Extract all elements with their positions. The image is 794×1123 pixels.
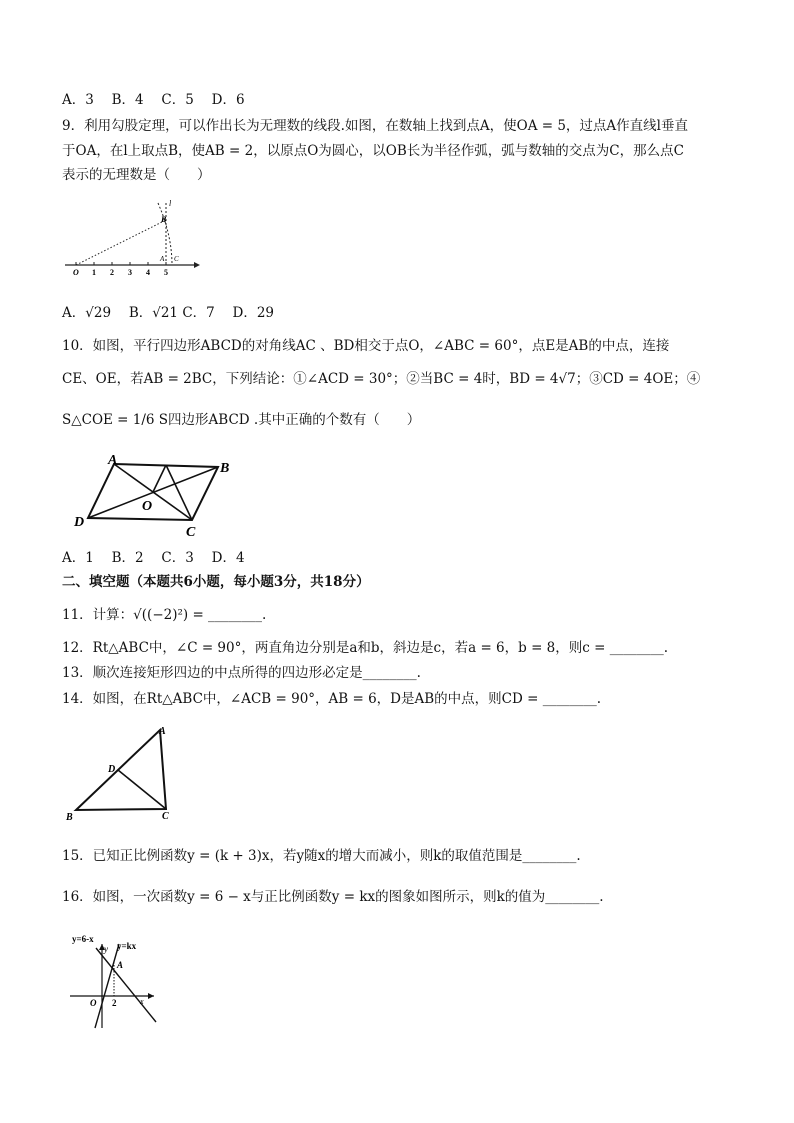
- q10-label-D: D: [74, 515, 85, 530]
- q8-options: A．3 B．4 C．5 D．6: [62, 92, 245, 108]
- q14-text: 14．如图，在Rt△ABC中，∠ACB = 90°，AB = 6，D是AB的中点，则CD = ________.: [62, 691, 602, 707]
- q9-label-O: O: [73, 268, 79, 277]
- q10-parallelogram-figure: [68, 448, 243, 543]
- q9-label-A: A: [160, 255, 165, 263]
- q9-label-C: C: [174, 255, 179, 263]
- q9-label-5: 5: [164, 268, 168, 277]
- q9-line1: 9．利用勾股定理，可以作出长为无理数的线段.如图，在数轴上找到点A，使OA = 5，过点A作直线l垂直: [62, 118, 688, 134]
- q16-label-line2: y=kx: [117, 941, 137, 951]
- q14-triangle-figure: [62, 722, 182, 824]
- section2-title: 二、填空题（本题共6小题，每小题3分，共18分）: [62, 574, 370, 590]
- q9-label-l: l: [169, 199, 172, 208]
- q11-text: 11．计算：√((−2)²) = ________.: [62, 607, 267, 623]
- q10-line2: CE、OE，若AB = 2BC，下列结论：①∠ACD = 30°；②当BC = 4时，BD = 4√7；③CD = 4OE；④: [62, 371, 701, 387]
- q9-options: A．√29 B．√21 C．7 D．29: [62, 305, 275, 321]
- q10-label-O: O: [142, 499, 153, 514]
- q10-line1: 10．如图，平行四边形ABCD的对角线AC 、BD相交于点O，∠ABC = 60°，点E是AB的中点，连接: [62, 338, 670, 354]
- q12-text: 12．Rt△ABC中，∠C = 90°，两直角边分别是a和b，斜边是c，若a = 6，b = 8，则c = ________.: [62, 640, 669, 656]
- q10-label-A: A: [108, 453, 118, 468]
- q10-label-B: B: [220, 461, 230, 476]
- q16-function-graph-figure: [68, 930, 168, 1032]
- q9-line3: 表示的无理数是（ ）: [62, 167, 211, 183]
- q10-options: A．1 B．2 C．3 D．4: [62, 550, 245, 566]
- q13-text: 13．顺次连接矩形四边的中点所得的四边形必定是________.: [62, 665, 421, 681]
- q9-label-1: 1: [92, 268, 96, 277]
- q16-label-x: x: [140, 997, 144, 1006]
- q10-line3: S△COE = 1/6 S四边形ABCD .其中正确的个数有（ ）: [62, 412, 421, 428]
- q9-number-line-figure: [60, 195, 200, 280]
- q9-label-4: 4: [146, 268, 150, 277]
- q16-text: 16．如图，一次函数y = 6 − x与正比例函数y = kx的图象如图所示，则k的值为________.: [62, 889, 604, 905]
- q16-label-2: 2: [112, 998, 117, 1008]
- q14-label-B: B: [66, 812, 73, 823]
- q10-label-C: C: [186, 525, 196, 540]
- q16-label-O: O: [90, 998, 97, 1008]
- q15-text: 15．已知正比例函数y = (k + 3)x，若y随x的增大而减小，则k的取值范围是________.: [62, 848, 581, 864]
- q9-label-B: B: [161, 215, 167, 224]
- q14-label-A: A: [159, 726, 166, 737]
- q9-label-2: 2: [110, 268, 114, 277]
- q14-label-D: D: [108, 764, 116, 775]
- q14-label-C: C: [162, 811, 169, 822]
- q16-label-line1: y=6-x: [72, 934, 94, 944]
- q16-label-A: A: [117, 960, 124, 970]
- q9-label-3: 3: [128, 268, 132, 277]
- q9-line2: 于OA，在l上取点B，使AB = 2，以原点O为圆心，以OB长为半径作弧，弧与数轴的交点为C，那么点C: [62, 143, 684, 159]
- q16-label-y: y: [104, 944, 108, 954]
